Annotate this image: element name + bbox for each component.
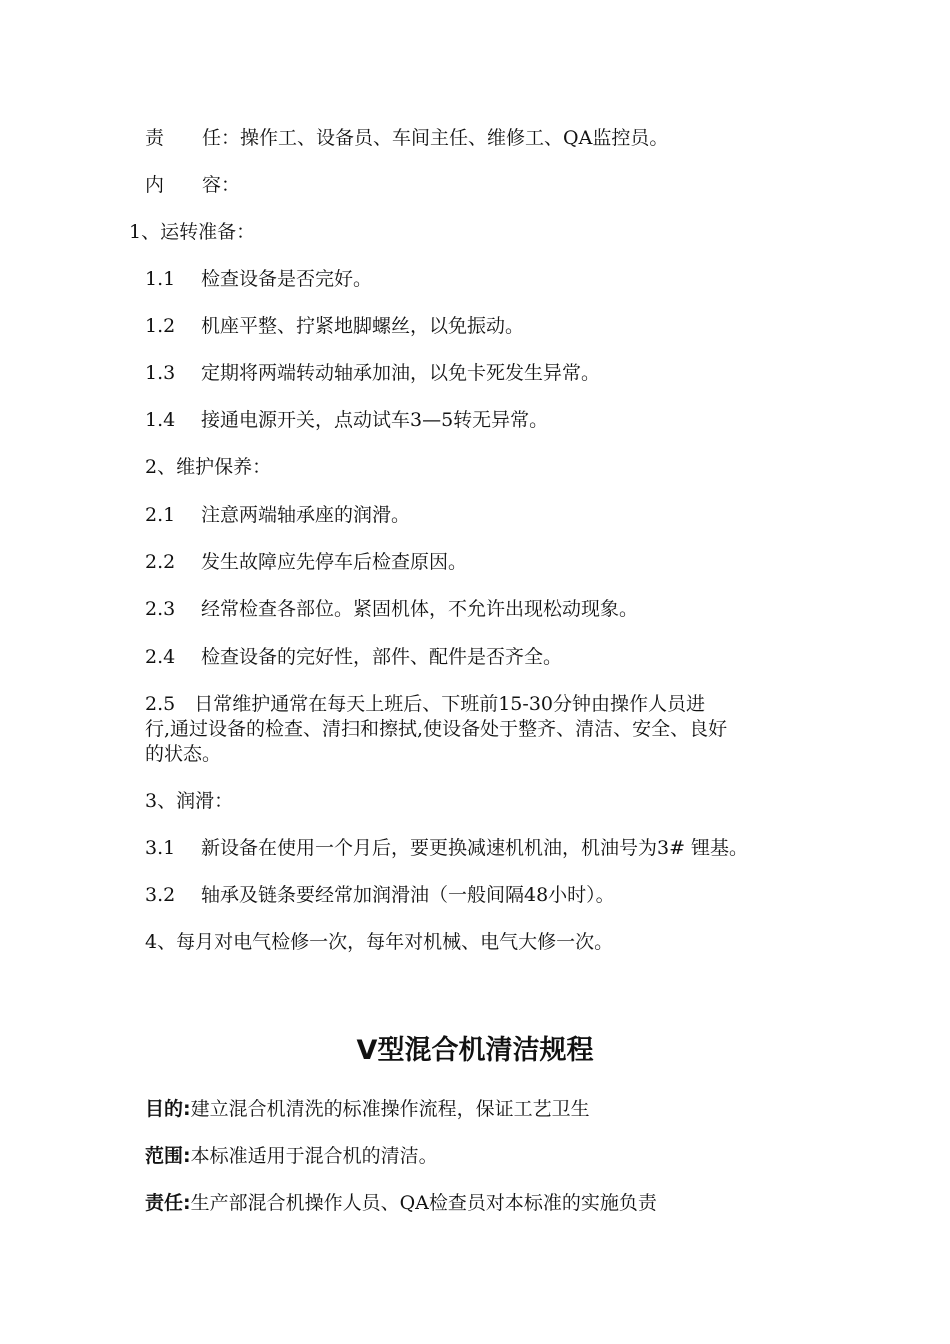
item-text: 定期将两端转动轴承加油，以免卡死发生异常。	[201, 362, 601, 384]
item-text: 接通电源开关，点动试车3—5转无异常。	[201, 409, 549, 431]
section-3-heading: 3、润滑：	[145, 790, 234, 812]
item-1-2	[145, 314, 524, 338]
item-1-1	[145, 267, 372, 291]
item-2-1	[145, 503, 410, 527]
item-text: 新设备在使用一个月后，要更换减速机机油，机油号为3# 锂基。	[201, 837, 749, 859]
purpose-line	[145, 1097, 590, 1121]
item-number: 1.4	[145, 409, 176, 431]
item-2-5-line-1: 2.5 日常维护通常在每天上班后、下班前15-30分钟由操作人员进	[145, 693, 705, 715]
procedure-responsibility-text: 生产部混合机操作人员、QA检查员对本标准的实施负责	[190, 1192, 657, 1214]
responsibility-label: 责 任：	[145, 127, 241, 149]
item-text: 机座平整、拧紧地脚螺丝，以免振动。	[201, 315, 525, 337]
item-number: 2.3	[145, 598, 176, 620]
content-label: 内 容：	[145, 174, 241, 196]
item-text: 发生故障应先停车后检查原因。	[201, 551, 468, 573]
item-1-3	[145, 361, 600, 385]
scope-label: 范围:	[145, 1145, 191, 1167]
item-2-3	[145, 597, 638, 621]
item-number: 1.1	[145, 268, 176, 290]
responsibility-line	[145, 126, 668, 150]
purpose-label: 目的:	[145, 1098, 191, 1120]
item-number: 1.2	[145, 315, 176, 337]
item-text: 注意两端轴承座的润滑。	[201, 504, 411, 526]
item-number: 2.1	[145, 504, 176, 526]
item-text: 经常检查各部位。紧固机体，不允许出现松动现象。	[201, 598, 639, 620]
item-1-4	[145, 408, 548, 432]
item-2-5-line-2: 行,通过设备的检查、清扫和擦拭,使设备处于整齐、清洁、安全、良好	[145, 718, 728, 740]
item-text: 检查设备是否完好。	[201, 268, 373, 290]
item-number: 3.2	[145, 884, 176, 906]
section-1-heading: 1、运转准备：	[129, 221, 256, 243]
item-3-1	[145, 836, 748, 860]
item-text: 检查设备的完好性，部件、配件是否齐全。	[201, 646, 563, 668]
item-number: 3.1	[145, 837, 176, 859]
item-number: 2.4	[145, 646, 176, 668]
section-4-line: 4、每月对电气检修一次，每年对机械、电气大修一次。	[145, 931, 614, 953]
scope-line	[145, 1144, 438, 1168]
item-number: 1.3	[145, 362, 176, 384]
responsibility-procedure-line	[145, 1191, 657, 1215]
item-2-2	[145, 550, 467, 574]
item-3-2	[145, 883, 615, 907]
item-number: 2.2	[145, 551, 176, 573]
purpose-text: 建立混合机清洗的标准操作流程，保证工艺卫生	[190, 1098, 590, 1120]
item-2-5-line-3: 的状态。	[145, 743, 222, 765]
item-2-4	[145, 645, 562, 669]
scope-text: 本标准适用于混合机的清洁。	[190, 1145, 438, 1167]
procedure-title: V型混合机清洁规程	[356, 1035, 594, 1066]
procedure-responsibility-label: 责任:	[145, 1192, 191, 1214]
section-2-heading: 2、维护保养：	[145, 456, 272, 478]
item-text: 轴承及链条要经常加润滑油（一般间隔48小时）。	[201, 884, 615, 906]
item-2-5-paragraph	[145, 692, 820, 767]
responsibility-text: 操作工、设备员、车间主任、维修工、QA监控员。	[240, 127, 669, 149]
